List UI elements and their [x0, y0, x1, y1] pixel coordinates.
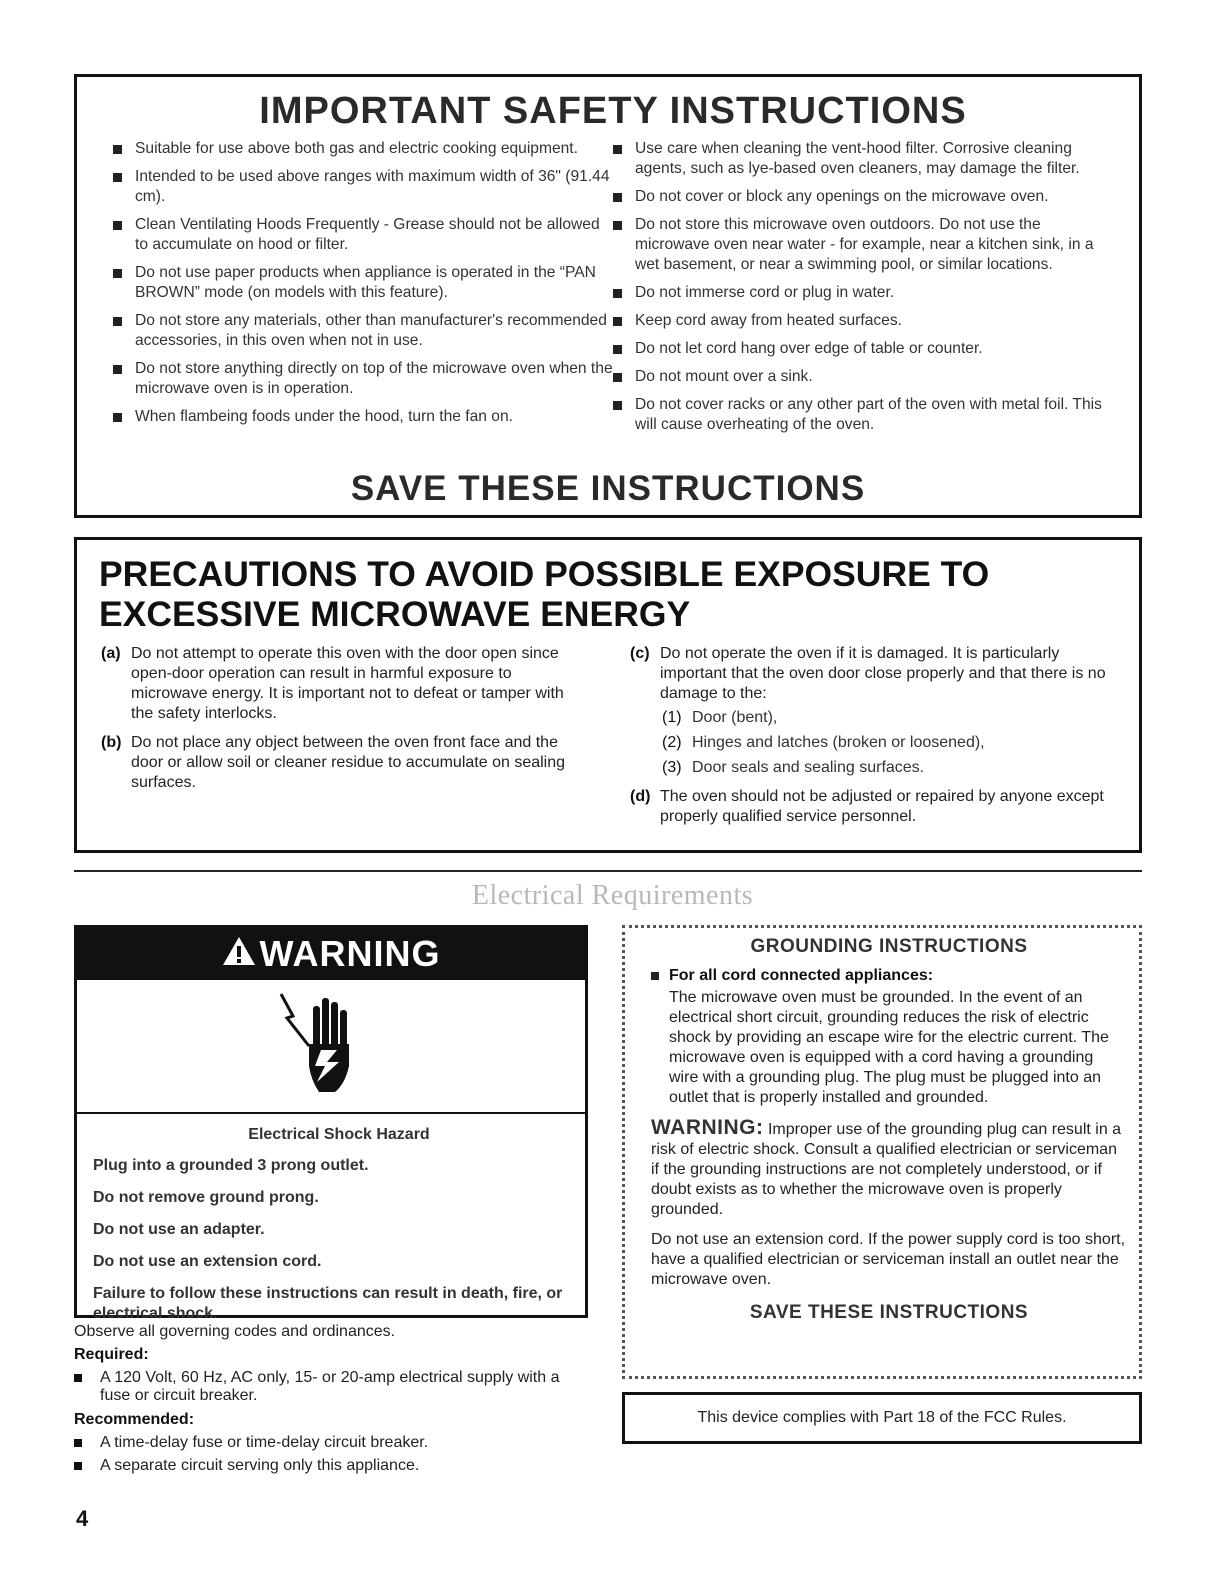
list-item: Suitable for use above both gas and electric cooking equipment.: [113, 139, 613, 159]
list-item: Intended to be used above ranges with maximum width of 36" (91.44 cm).: [113, 167, 613, 207]
bullet-icon: [651, 972, 659, 980]
list-item: Do not mount over a sink.: [613, 367, 1113, 387]
list-item: Do not store anything directly on top of the microwave oven when the microwave oven is in operation.: [113, 359, 613, 399]
bullet-icon: [613, 221, 622, 230]
bullet-icon: [113, 413, 122, 422]
list-item: Do not cover racks or any other part of the oven with metal foil. This will cause overheating of the oven.: [613, 395, 1113, 435]
warning-line: Do not use an extension cord.: [93, 1253, 322, 1270]
observe-codes: Observe all governing codes and ordinances.: [74, 1323, 396, 1340]
bullet-icon: [613, 345, 622, 354]
grounding-title: GROUNDING INSTRUCTIONS: [750, 936, 1028, 957]
bullet-icon: [113, 221, 122, 230]
grounding-save-title: SAVE THESE INSTRUCTIONS: [749, 1302, 1029, 1323]
list-item: (1) Door (bent),: [662, 709, 778, 726]
list-item: Do not store any materials, other than manufacturer's recommended accessories, in this oven when not in use.: [113, 311, 613, 351]
bullet-icon: [74, 1374, 82, 1382]
list-item: Clean Ventilating Hoods Frequently - Grease should not be allowed to accumulate on hood or filter.: [113, 215, 613, 255]
list-item: Do not immerse cord or plug in water.: [613, 283, 1113, 303]
list-item: A time-delay fuse or time-delay circuit breaker.: [74, 1434, 594, 1452]
list-item: Use care when cleaning the vent-hood filter. Corrosive cleaning agents, such as lye-based oven cleaners, may damage the filter.: [613, 139, 1113, 179]
precaution-item-a: (a) Do not attempt to operate this oven with the door open since open-door operation can result in harmful exposure to microwave energy. It is important not to defeat or tamper with the safety interlocks.: [101, 645, 564, 722]
warning-header: [77, 928, 585, 980]
bullet-icon: [613, 373, 622, 382]
precautions-left-list: [99, 644, 569, 836]
list-item: Do not use paper products when appliance is operated in the “PAN BROWN” mode (on models with this feature).: [113, 263, 613, 303]
safety-title: IMPORTANT SAFETY INSTRUCTIONS: [259, 90, 967, 132]
warning-triangle-icon: [222, 933, 256, 975]
precautions-box: [74, 537, 1142, 853]
bullet-icon: [113, 365, 122, 374]
electric-shock-hand-icon: [279, 988, 359, 1103]
precaution-item-d: (d) The oven should not be adjusted or repaired by anyone except properly qualified service personnel.: [630, 788, 1104, 825]
list-item: A 120 Volt, 60 Hz, AC only, 15- or 20-amp electrical supply with a fuse or circuit breaker.: [74, 1369, 594, 1405]
warning-word: WARNING: [259, 933, 441, 974]
section-divider: [74, 870, 1142, 872]
safety-left-list: [113, 139, 613, 443]
precaution-item-b: (b) Do not place any object between the oven front face and the door or allow soil or cleaner residue to accumulate on sealing surfaces.: [101, 734, 566, 791]
recommended-list: [74, 1434, 594, 1475]
bullet-icon: [74, 1462, 82, 1470]
grounding-body: The microwave oven must be grounded. In the event of an electrical short circuit, grounding reduces the risk of electric shock by providing an escape wire for the electric current. The microwave oven is equipped with a cord having a grounding wire with a grounding plug. The plug must be plugged into an outlet that is properly installed and grounded.: [669, 989, 1109, 1106]
list-item: Do not cover or block any openings on the microwave oven.: [613, 187, 1113, 207]
precautions-right-list: [628, 644, 1113, 836]
bullet-icon: [613, 193, 622, 202]
electrical-requirements-text: [74, 1322, 594, 1480]
hazard-symbol-area: [77, 980, 585, 1114]
precaution-sublist: [662, 708, 1113, 778]
list-item: (2) Hinges and latches (broken or loosened),: [662, 734, 985, 751]
bullet-icon: [613, 145, 622, 154]
bullet-icon: [613, 317, 622, 326]
bullet-icon: [113, 269, 122, 278]
bullet-icon: [113, 317, 122, 326]
extension-cord-note: Do not use an extension cord. If the power supply cord is too short, have a qualified electrician or serviceman install an outlet near the microwave oven.: [651, 1231, 1126, 1288]
grounding-instructions-box: [622, 925, 1142, 1379]
safety-instructions-box: [74, 74, 1142, 518]
list-item: A separate circuit serving only this appliance.: [74, 1457, 594, 1475]
fcc-notice: This device complies with Part 18 of the FCC Rules.: [622, 1392, 1142, 1444]
recommended-heading: Recommended:: [74, 1411, 195, 1428]
required-list: [74, 1369, 594, 1405]
save-instructions-title: SAVE THESE INSTRUCTIONS: [350, 469, 866, 508]
bullet-icon: [113, 173, 122, 182]
list-item: Do not store this microwave oven outdoors. Do not use the microwave oven near water - for example, near a kitchen sink, in a wet basement, or near a swimming pool, or similar locations.: [613, 215, 1113, 275]
bullet-icon: [74, 1439, 82, 1447]
bullet-icon: [113, 145, 122, 154]
safety-right-list: [613, 139, 1113, 443]
precaution-item-c: (c) Do not operate the oven if it is damaged. It is particularly important that the oven door close properly and that there is no damage to the: (1) Door (bent), (2) Hinges and latches (broken or loosened), (3) Door seals and sealing surfaces.: [628, 644, 1113, 778]
warning-line: Failure to follow these instructions can result in death, fire, or electrical shock.: [93, 1285, 563, 1322]
warning-box: [74, 925, 588, 1322]
list-item: Do not let cord hang over edge of table or counter.: [613, 339, 1113, 359]
section-title: Electrical Requirements: [471, 880, 754, 911]
precautions-title: PRECAUTIONS TO AVOID POSSIBLE EXPOSURE TO EXCESSIVE MICROWAVE ENERGY: [99, 554, 990, 634]
page-number: 4: [76, 1506, 89, 1531]
required-heading: Required:: [74, 1346, 149, 1363]
list-item: Keep cord away from heated surfaces.: [613, 311, 1113, 331]
bullet-icon: [613, 289, 622, 298]
warning-line: Do not use an adapter.: [93, 1221, 265, 1238]
grounding-warning: WARNING: Improper use of the grounding plug can result in a risk of electric shock. Consult a qualified electrician or serviceman if the grounding instructions are not completely understood, or if doubt exists as to whether the microwave oven is properly grounded.: [651, 1116, 1122, 1218]
list-item: (3) Door seals and sealing surfaces.: [662, 759, 925, 776]
bullet-icon: [613, 401, 622, 410]
list-item: When flambeing foods under the hood, turn the fan on.: [113, 407, 613, 427]
warning-line: Do not remove ground prong.: [93, 1189, 319, 1206]
hazard-title: Electrical Shock Hazard: [248, 1126, 430, 1143]
grounding-subheading: For all cord connected appliances:: [651, 966, 1127, 986]
warning-line: Plug into a grounded 3 prong outlet.: [93, 1157, 369, 1174]
